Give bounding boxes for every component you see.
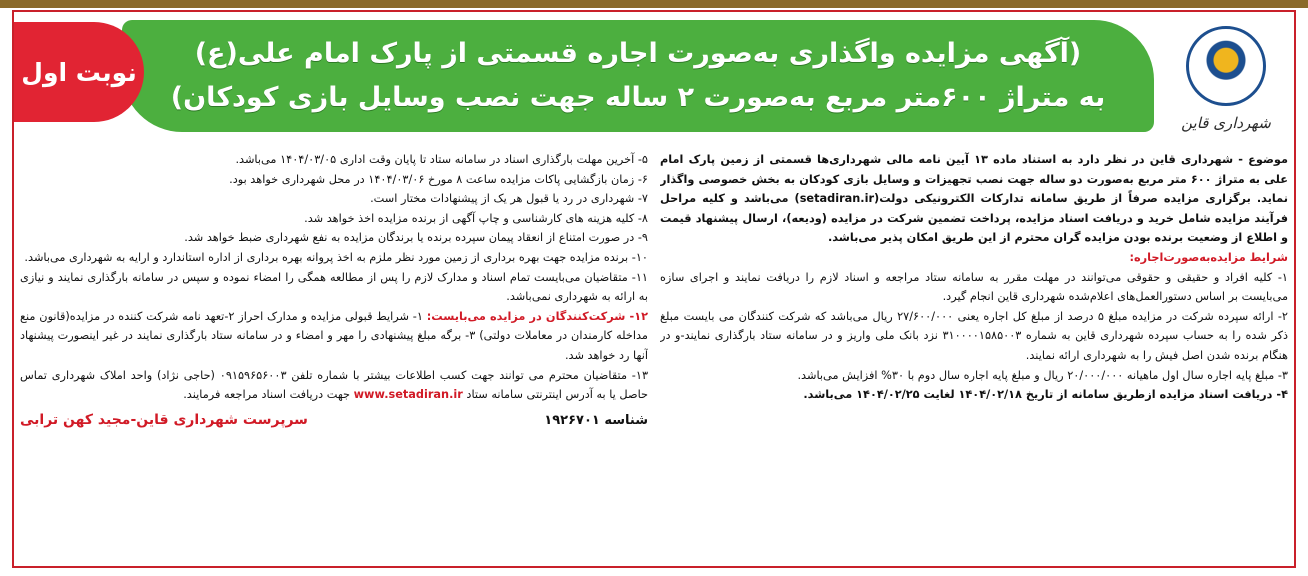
ad-id: شناسه ۱۹۲۶۷۰۱ (544, 412, 648, 428)
condition-10: ۱۰- برنده مزایده جهت بهره برداری از زمین مورد نظر ملزم به اخذ پروانه بهره برداری از اداره استاندارد و ارایه به شهرداری می‌باشد. (24, 250, 648, 264)
condition-9: ۹- در صورت امتناع از انعقاد پیمان سپرده برنده یا برندگان مزایده به نفع شهرداری ضبط خواهد شد. (184, 231, 648, 245)
title-banner (122, 20, 1154, 132)
condition-2: ۲- ارائه سپرده شرکت در مزایده مبلغ ۵ درصد از مبلغ کل اجاره یعنی ۲۷/۶۰۰/۰۰۰ ریال می‌باشد که شرکت کنندگان می بایست مبلغ ذکر شده را به حساب سپرده شهرداری قاین به شماره ۳۱۰۰۰۰۱۵۸۵۰۰۳ نزد بانک ملی واریز و در سامانه ستاد بارگذاری نمایند-و در هنگام برنده شدن اصل فیش را به شهرداری ارائه نمایند. (660, 309, 1288, 362)
condition-6: ۶- زمان بازگشایی پاکات مزایده ساعت ۸ مورخ ۱۴۰۴/۰۳/۰۶ در محل شهرداری خواهد بود. (229, 172, 648, 186)
condition-11: ۱۱- متقاضیان می‌بایست تمام اسناد و مدارک لازم را پس از مطالعه همگی را امضاء نموده و سپس در سامانه بارگذاری نمایند و نیازی به ارائه به شهرداری نمی‌باشد. (20, 270, 648, 304)
round-badge-label: نوبت اول (21, 57, 137, 87)
condition-13-tail: جهت دریافت اسناد مراجعه فرمایند. (183, 388, 351, 402)
logo-emblem-icon (1186, 26, 1266, 106)
logo-caption: شهرداری قاین (1181, 114, 1271, 132)
condition-7: ۷- شهرداری در رد یا قبول هر یک از پیشنهادات مختار است. (370, 192, 648, 206)
footer-row (20, 411, 648, 431)
signature: سرپرست شهرداری قاین-مجید کهن ترابی (20, 411, 308, 428)
condition-3: ۳- مبلغ پایه اجاره سال اول ماهیانه ۲۰/۰۰۰/۰۰۰ ریال و مبلغ پایه اجاره سال دوم با ۳۰% افزایش می‌باشد. (797, 368, 1288, 382)
municipality-logo (1166, 18, 1286, 146)
left-column (20, 150, 648, 560)
conditions-heading: شرایط مزایده‌به‌صورت‌اجاره: (1129, 250, 1288, 264)
top-border-strip (0, 0, 1308, 8)
ad-header (14, 12, 1294, 150)
condition-5: ۵- آخرین مهلت بارگذاری اسناد در سامانه ستاد تا پایان وقت اداری ۱۴۰۴/۰۳/۰۵ می‌باشد. (235, 153, 648, 166)
ad-title-line1: (آگهی مزایده واگذاری به‌صورت اجاره قسمتی از پارک امام علی(ع) (194, 38, 1082, 69)
ad-body (20, 150, 1288, 560)
ad-frame (12, 10, 1296, 568)
condition-13-text: ۱۳- متقاضیان محترم می توانند جهت کسب اطلاعات بیشتر با شماره تلفن ۰۹۱۵۹۶۵۶۰۰۳ (حاجی نژاد) واحد املاک شهرداری تماس حاصل یا به آدرس اینترنتی سامانه ستاد (20, 368, 648, 402)
condition-13 (20, 366, 648, 405)
ad-title-line2: به متراژ ۶۰۰متر مربع به‌صورت ۲ ساله جهت نصب وسایل بازی کودکان) (170, 82, 1106, 113)
condition-8: ۸- کلیه هزینه های کارشناسی و چاپ آگهی از برنده مزایده اخذ خواهد شد. (304, 211, 648, 225)
setadiran-link[interactable]: www.setadiran.ir (353, 388, 463, 402)
round-badge (14, 22, 144, 122)
condition-1: ۱- کلیه افراد و حقیقی و حقوقی می‌توانند در مهلت مقرر به سامانه ستاد مراجعه و اسناد لازم را دریافت نمایند و اجرای سازه می‌بایست بر اساس دستورالعمل‌های اعلام‌شده شهرداری قاین انجام گیرد. (660, 270, 1288, 304)
condition-12-heading: ۱۲- شرکت‌کنندگان در مزایده می‌بایست: (426, 309, 648, 323)
subject-paragraph: موضوع - شهرداری قاین در نظر دارد به استناد ماده ۱۳ آیین نامه مالی شهرداری‌ها قسمتی از زمین پارک امام علی به متراژ ۶۰۰ متر مربع به‌صورت دو ساله جهت نصب تجهیزات و وسایل بازی کودکان به بخش خصوصی واگذار نماید. برگزاری مزایده صرفاً از طریق سامانه تدارکات الکترونیکی دولت(setadiran.ir) می‌باشد و کلیه مراحل فرآیند مزایده شامل خرید و دریافت اسناد مزایده، پرداخت تضمین شرکت در مزایده (ودیعه)، ارسال پیشنهاد قیمت و اطلاع از وضعیت برنده بودن مزایده گران محترم از این طریق امکان پذیر می‌باشد. (660, 153, 1288, 245)
condition-4: ۴- دریافت اسناد مزایده ازطریق سامانه از تاریخ ۱۴۰۴/۰۲/۱۸ لغایت ۱۴۰۴/۰۲/۲۵ می‌باشد. (803, 388, 1288, 402)
condition-12-body: ۱- شرایط قبولی مزایده و مدارک احراز ۲-تعهد نامه شرکت کننده در مزایده(قانون منع مداخله کارمندان در معاملات دولتی) ۳- برگه مبلغ پیشنهادی را مهر و امضاء و در سامانه ستاد بارگذاری نمایند در غیر اینصورت پیشنهاد آنها رد خواهد شد. (20, 309, 648, 362)
condition-12 (20, 307, 648, 366)
right-column (660, 150, 1288, 560)
